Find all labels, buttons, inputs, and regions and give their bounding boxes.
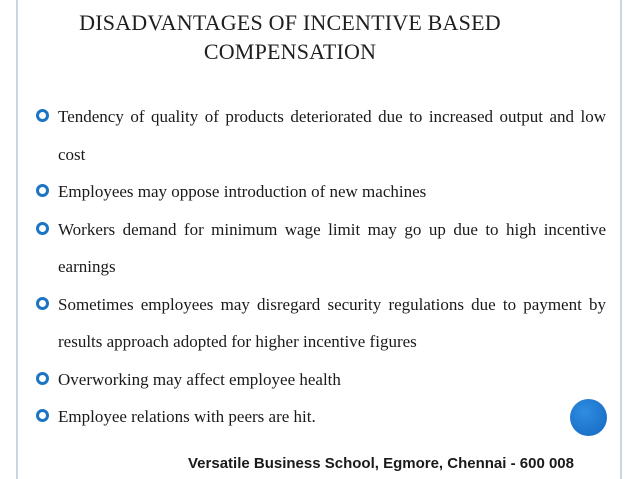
slide-title bbox=[40, 8, 540, 66]
ring-bullet-icon bbox=[36, 109, 49, 122]
blue-circle-icon bbox=[570, 399, 607, 436]
bullet-item-health bbox=[36, 361, 606, 399]
ring-bullet-icon bbox=[36, 372, 49, 385]
title-line-1: DISADVANTAGES OF INCENTIVE BASED bbox=[79, 10, 501, 35]
right-border-line bbox=[620, 0, 622, 479]
footer-text: Versatile Business School, Egmore, Chennai - 600 008 bbox=[188, 455, 574, 472]
bullet-text: Workers demand for minimum wage limit may go up due to high incentive earnings bbox=[58, 219, 606, 276]
bullet-text: Employee relations with peers are hit. bbox=[58, 407, 316, 426]
bullet-list bbox=[36, 98, 606, 436]
ring-bullet-icon bbox=[36, 222, 49, 235]
left-border-line bbox=[16, 0, 18, 479]
ring-bullet-icon bbox=[36, 409, 49, 422]
bullet-text: Employees may oppose introduction of new machines bbox=[58, 182, 427, 201]
ring-bullet-icon bbox=[36, 184, 49, 197]
title-line-2: COMPENSATION bbox=[203, 39, 377, 64]
bullet-item-quality bbox=[36, 98, 606, 173]
bullet-item-machines bbox=[36, 173, 606, 211]
ring-bullet-icon bbox=[36, 297, 49, 310]
bullet-text: Tendency of quality of products deteriorated due to increased output and low cost bbox=[58, 107, 606, 164]
bullet-item-relations bbox=[36, 398, 606, 436]
bullet-item-wage bbox=[36, 211, 606, 286]
bullet-item-security bbox=[36, 286, 606, 361]
bullet-text: Overworking may affect employee health bbox=[58, 369, 341, 389]
bullet-text: Sometimes employees may disregard security regulations due to payment by results approach adopted for higher incentive figures bbox=[58, 294, 606, 351]
